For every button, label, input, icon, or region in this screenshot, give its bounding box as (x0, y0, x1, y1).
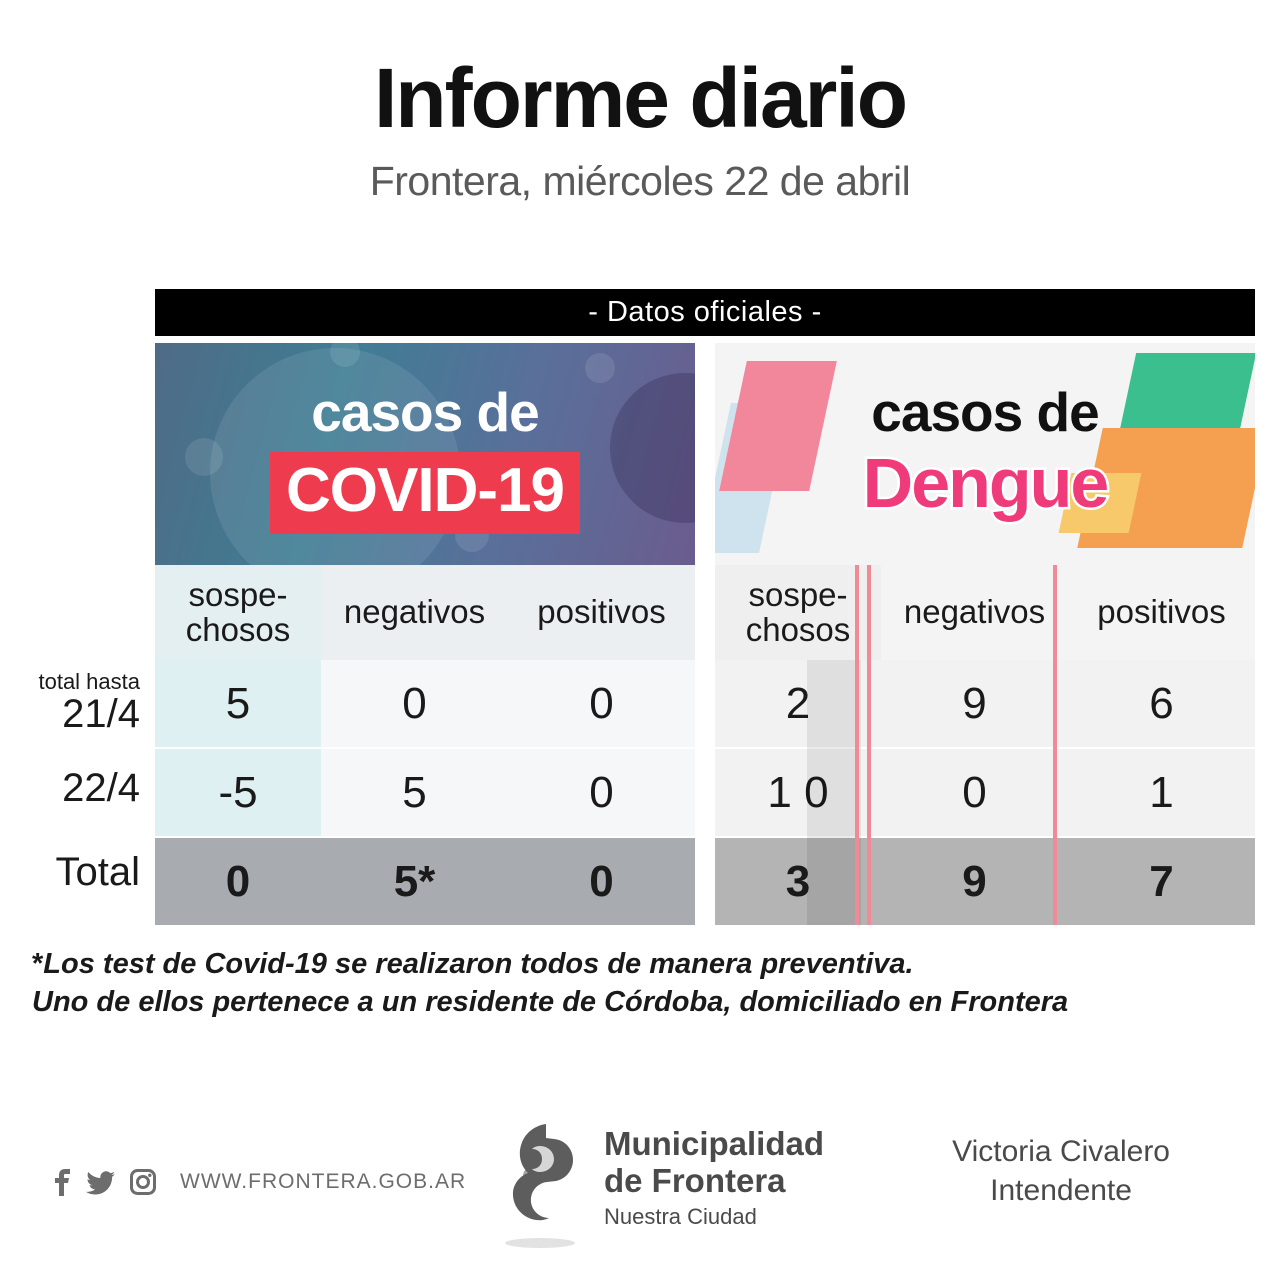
row-label-prefix: total hasta (38, 668, 140, 694)
mayor-name: Victoria Civalero (952, 1135, 1170, 1168)
table-row (155, 660, 695, 748)
banner-panels (155, 343, 1255, 565)
dengue-table (715, 565, 1255, 925)
page-title: Informe diario (373, 51, 907, 145)
dengue-banner (715, 343, 1255, 565)
dengue-banner-text (715, 343, 1255, 522)
dengue-col-sospechosos-l2: chosos (745, 610, 851, 648)
row-label-date: 21/4 (62, 691, 140, 736)
municipality-tagline: Nuestra Ciudad (604, 1203, 757, 1229)
municipality-line-2: de Frontera (604, 1162, 786, 1199)
dengue-21-4-positivos: 6 (1068, 660, 1255, 748)
report-header (0, 0, 1280, 205)
official-data-banner: - Datos oficiales - (155, 289, 1255, 336)
dengue-table-wrapper (695, 565, 1255, 925)
dengue-22-4-negativos: 0 (881, 748, 1068, 837)
covid-total-sospechosos: 0 (155, 837, 321, 925)
page-subtitle: Frontera, miércoles 22 de abril (369, 158, 911, 204)
footnote-line-2: Uno de ellos pertenece a un residente de Córdoba, domiciliado en Frontera (32, 986, 1069, 1019)
table-row (155, 748, 695, 837)
dengue-total-positivos: 7 (1068, 837, 1255, 925)
dengue-col-positivos: positivos (1068, 565, 1255, 660)
covid-22-4-negativos: 5 (321, 748, 508, 837)
municipality-text (604, 1126, 824, 1230)
covid-total-negativos: 5* (321, 837, 508, 925)
covid-col-sospechosos-l1: sospe- (188, 575, 288, 613)
data-tables (30, 565, 1255, 925)
rowhead-spacer (30, 565, 155, 925)
footnote-asterisk: * (32, 948, 44, 980)
row-label-total-text: Total (55, 850, 140, 894)
covid-22-4-positivos: 0 (508, 748, 695, 837)
municipality-logo-icon (490, 1118, 586, 1238)
dengue-col-sospechosos-l1: sospe- (748, 575, 848, 613)
facebook-icon[interactable] (52, 1168, 72, 1196)
social-links[interactable] (52, 1168, 466, 1196)
dengue-21-4-negativos: 9 (881, 660, 1068, 748)
twitter-icon[interactable] (86, 1168, 116, 1196)
covid-col-sospechosos-l2: chosos (185, 610, 291, 648)
instagram-icon[interactable] (130, 1169, 156, 1195)
covid-21-4-sospechosos: 5 (155, 660, 321, 748)
dengue-22-4-positivos: 1 (1068, 748, 1255, 837)
dengue-divider-line (867, 565, 871, 925)
covid-casos-label: casos de (311, 381, 539, 443)
footnote (32, 945, 1182, 1022)
mayor-role: Intendente (990, 1174, 1132, 1207)
mayor-block (952, 1132, 1170, 1210)
logo-shadow (505, 1238, 575, 1248)
page-footer (0, 1110, 1280, 1280)
footnote-line-1: Los test de Covid-19 se realizaron todos de manera preventiva. (43, 948, 914, 980)
covid-col-sospechosos (155, 565, 321, 660)
website-url[interactable]: WWW.FRONTERA.GOB.AR (180, 1170, 467, 1193)
dengue-22-4-sospechosos: 1 0 (715, 748, 881, 837)
covid-table (155, 565, 695, 925)
municipality-line-1: Municipalidad (604, 1125, 825, 1163)
table-row (715, 748, 1255, 837)
covid-col-positivos: positivos (508, 565, 695, 660)
covid-total-positivos: 0 (508, 837, 695, 925)
dengue-divider-line (855, 565, 859, 925)
table-row-total (715, 837, 1255, 925)
row-label-date: 22/4 (62, 765, 140, 810)
covid-banner-text (155, 343, 695, 534)
dengue-col-negativos: negativos (881, 565, 1068, 660)
covid-21-4-positivos: 0 (508, 660, 695, 748)
covid-banner (155, 343, 695, 565)
dengue-divider-line (1053, 565, 1057, 925)
municipality-brand (490, 1118, 824, 1238)
dengue-casos-label: casos de (871, 381, 1099, 443)
covid-21-4-negativos: 0 (321, 660, 508, 748)
table-row (715, 660, 1255, 748)
covid-22-4-sospechosos: -5 (155, 748, 321, 837)
dengue-total-negativos: 9 (881, 837, 1068, 925)
table-row-total (155, 837, 695, 925)
dengue-21-4-sospechosos: 2 (715, 660, 881, 748)
covid-title-label: COVID-19 (270, 452, 580, 534)
dengue-title-label: Dengue (862, 444, 1108, 522)
covid-col-negativos: negativos (321, 565, 508, 660)
dengue-total-sospechosos: 3 (715, 837, 881, 925)
